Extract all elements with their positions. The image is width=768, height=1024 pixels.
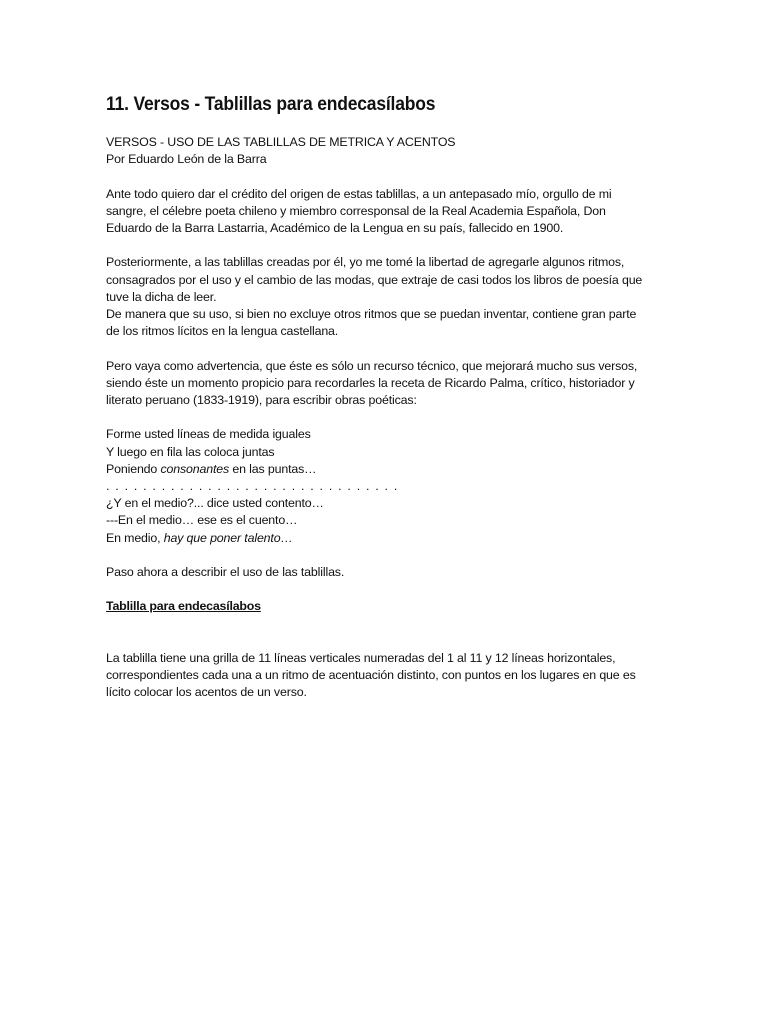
text-line: lícito colocar los acentos de un verso. <box>106 685 307 699</box>
text-line: La tablilla tiene una grilla de 11 líneas verticales numeradas del 1 al 11 y 12 líneas horizontales, <box>106 650 616 665</box>
document-subtitle: VERSOS - USO DE LAS TABLILLAS DE METRICA Y ACENTOS <box>106 135 456 149</box>
poem-line: ---En el medio… ese es el cuento… <box>106 513 298 528</box>
poem-fragment: En medio, <box>106 530 164 545</box>
paragraph-later <box>106 254 666 340</box>
document-title: 11. Versos - Tablillas para endecasílabos <box>106 94 436 115</box>
text-line: literato peruano (1833-1919), para escribir obras poéticas: <box>106 393 417 407</box>
poem-line: Forme usted líneas de medida iguales <box>106 427 311 442</box>
text-line: Pero vaya como advertencia, que éste es sólo un recurso técnico, que mejorará mucho sus versos, <box>106 358 638 373</box>
text-line: sangre, el célebre poeta chileno y miembro corresponsal de la Real Academia Española, Don <box>106 203 606 218</box>
poem-fragment: Poniendo <box>106 461 161 476</box>
text-line: correspondientes cada una a un ritmo de acentuación distinto, con puntos en los lugares en que es <box>106 667 636 682</box>
poem-block <box>106 426 666 546</box>
text-line: Posteriormente, a las tablillas creadas por él, yo me tomé la libertad de agregarle algunos ritmos, <box>106 255 625 270</box>
poem-fragment: en las puntas… <box>229 461 317 476</box>
text-line: de los ritmos lícitos en la lengua castellana. <box>106 324 339 339</box>
document-page <box>106 92 666 718</box>
text-line: Paso ahora a describir el uso de las tablillas. <box>106 565 345 579</box>
text-line: tuve la dicha de leer. <box>106 289 217 304</box>
paragraph-origin <box>106 186 666 238</box>
text-line: Ante todo quiero dar el crédito del origen de estas tablillas, a un antepasado mío, orgullo de mi <box>106 186 612 201</box>
poem-emphasis: hay que poner talento… <box>163 530 293 545</box>
text-line: consagrados por el uso y el cambio de las modas, que extraje de casi todos los libros de poesía que <box>106 272 643 287</box>
text-line: Eduardo de la Barra Lastarria, Académico de la Lengua en su país, fallecido en 1900. <box>106 221 564 235</box>
text-line: De manera que su uso, si bien no excluye otros ritmos que se puedan inventar, contiene gran parte <box>106 307 637 321</box>
poem-line <box>106 530 666 547</box>
paragraph-transition <box>106 564 666 581</box>
author-byline: Por Eduardo León de la Barra <box>106 152 267 167</box>
section-heading: Tablilla para endecasílabos <box>106 599 261 614</box>
poem-line: ¿Y en el medio?... dice usted contento… <box>106 496 324 511</box>
text-line: siendo éste un momento propicio para recordarles la receta de Ricardo Palma, crítico, historiador y <box>106 375 635 390</box>
poem-line <box>106 461 666 478</box>
paragraph-description <box>106 650 666 702</box>
header-block <box>106 134 666 168</box>
poem-emphasis: consonantes <box>160 461 230 476</box>
poem-line: Y luego en fila las coloca juntas <box>106 444 275 459</box>
paragraph-warning <box>106 358 666 410</box>
poem-ellipsis-line: . . . . . . . . . . . . . . . . . . . . . . . . . . . . . . . . <box>106 479 399 493</box>
